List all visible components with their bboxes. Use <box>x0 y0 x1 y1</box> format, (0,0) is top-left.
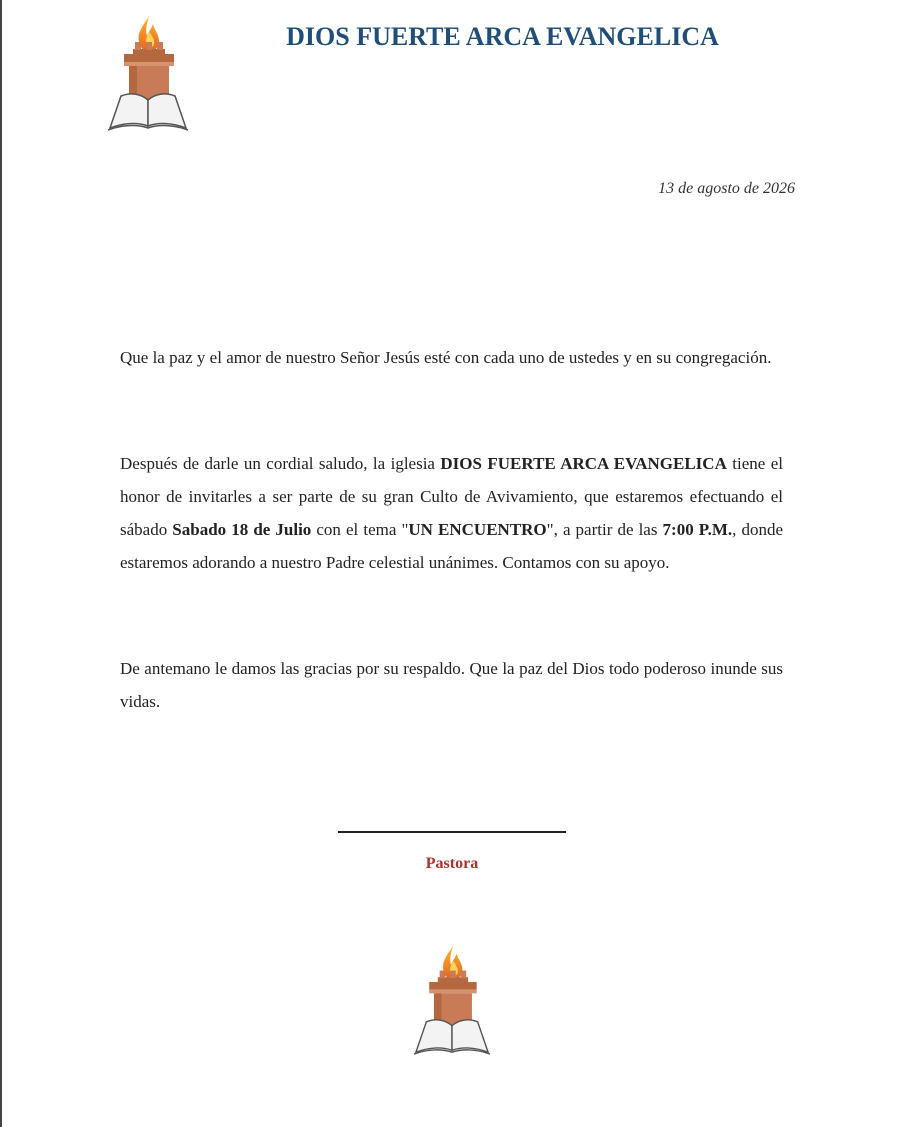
signature-role: Pastora <box>425 855 479 872</box>
invitation-paragraph <box>120 447 783 579</box>
closing-paragraph: De antemano le damos las gracias por su respaldo. Que la paz del Dios todo poderoso inunde sus vidas. <box>120 659 783 711</box>
event-time: 7:00 P.M. <box>662 520 733 539</box>
page-left-border <box>0 0 2 1127</box>
tower-flame-bible-icon <box>107 14 189 132</box>
invitation-text: , donde estaremos adorando a nuestro Padre celestial unánimes. Contamos con su apoyo. <box>120 520 784 572</box>
invitation-text: ", a partir de las <box>546 520 663 539</box>
tower-flame-bible-icon <box>413 944 491 1056</box>
invitation-text: Después de darle un cordial saludo, la iglesia <box>120 454 441 473</box>
greeting-paragraph: Que la paz y el amor de nuestro Señor Jesús esté con cada uno de ustedes y en su congregación. <box>120 348 772 367</box>
invitation-text: con el tema " <box>311 520 409 539</box>
signature-line <box>338 831 566 833</box>
church-title: DIOS FUERTE ARCA EVANGELICA <box>286 22 719 51</box>
letter-date: 13 de agosto de 2026 <box>658 180 795 197</box>
event-date: Sabado 18 de Julio <box>172 520 312 539</box>
church-name: DIOS FUERTE ARCA EVANGELICA <box>440 454 727 473</box>
invitation-text: tiene el honor de invitarles a ser parte de su gran Culto de Avivamiento, que estaremos efectuando el sábado <box>120 454 783 539</box>
event-theme: UN ENCUENTRO <box>408 520 547 539</box>
